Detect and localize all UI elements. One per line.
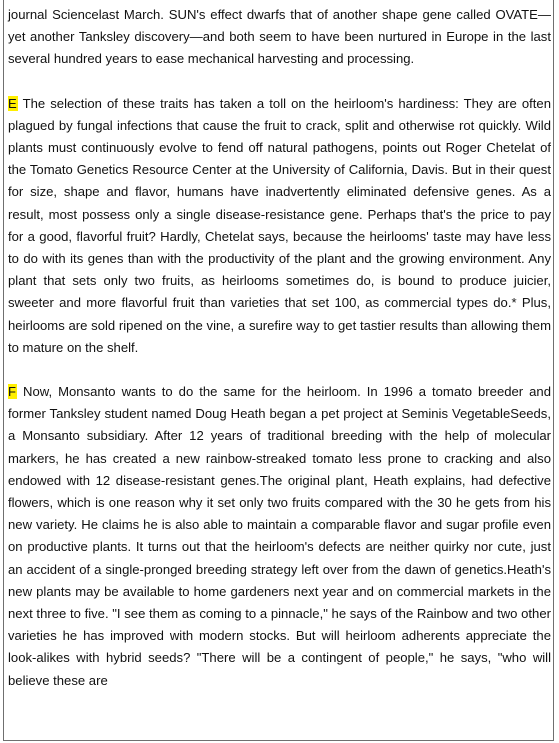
paragraph-e: [8, 93, 551, 359]
paragraph-text: The selection of these traits has taken a toll on the heirloom's hardiness: They are often plagued by fungal infections that cause the fruit to crack, split and otherwise rot quickly. Wild plants must continuously evolve to fend off natural pathogens, points out Roger Chetelat of the Tomato Genetics Resource Center at the University of California, Davis. But in their quest for size, shape and flavor, humans have inadvertently eliminated defensive genes. As a result, most possess only a single disease-resistance gene. Perhaps that's the price to pay for a good, flavorful fruit? Hardly, Chetelat says, because the heirlooms' taste may have less to do with its genes than with the productivity of the plant and the growing environment. Any plant that sets only two fruits, as heirlooms sometimes do, is bound to produce juicier, sweeter and more flavorful fruit than varieties that set 100, as commercial types do.* Plus, heirlooms are sold ripened on the vine, a surefire way to get tastier results than allowing them to mature on the shelf.: [8, 95, 551, 355]
paragraph-marker: F: [8, 384, 16, 400]
paragraph-marker: E: [8, 95, 17, 111]
paragraph-text: Now, Monsanto wants to do the same for the heirloom. In 1996 a tomato breeder and former Tanksley student named Doug Heath began a pet project at Seminis VegetableSeeds, a Monsanto subsidiary. After 12 years of traditional breeding with the help of molecular markers, he has created a new rainbow-streaked tomato less prone to cracking and also endowed with 12 disease-resistant genes.The original plant, Heath explains, had defective flowers, which is one reason why it set only two fruits compared with the 30 he gets from his new variety. He claims he is also able to maintain a comparable flavor and sugar profile even on productive plants. It turns out that the heirloom's defects are neither quirky nor cute, just an accident of a single-pronged breeding strategy left over from the dawn of genetics.Heath's new plants may be available to home gardeners next year and on commercial markets in the next three to five. "I see them as coming to a pinnacle," he says of the Rainbow and two other varieties he has improved with modern stocks. But will heirloom adherents appreciate the look-alikes with hybrid seeds? "There will be a contingent of people," he says, "who will believe these are: [8, 384, 551, 688]
paragraph-text: journal Sciencelast March. SUN's effect dwarfs that of another shape gene called OVATE—yet another Tanksley discovery—and both seem to have been nurtured in Europe in the last several hundred years to ease mechanical harvesting and processing.: [8, 7, 551, 67]
paragraph-f: [8, 381, 551, 692]
paragraph-d-continuation: [8, 4, 551, 71]
article-body: [8, 4, 551, 714]
